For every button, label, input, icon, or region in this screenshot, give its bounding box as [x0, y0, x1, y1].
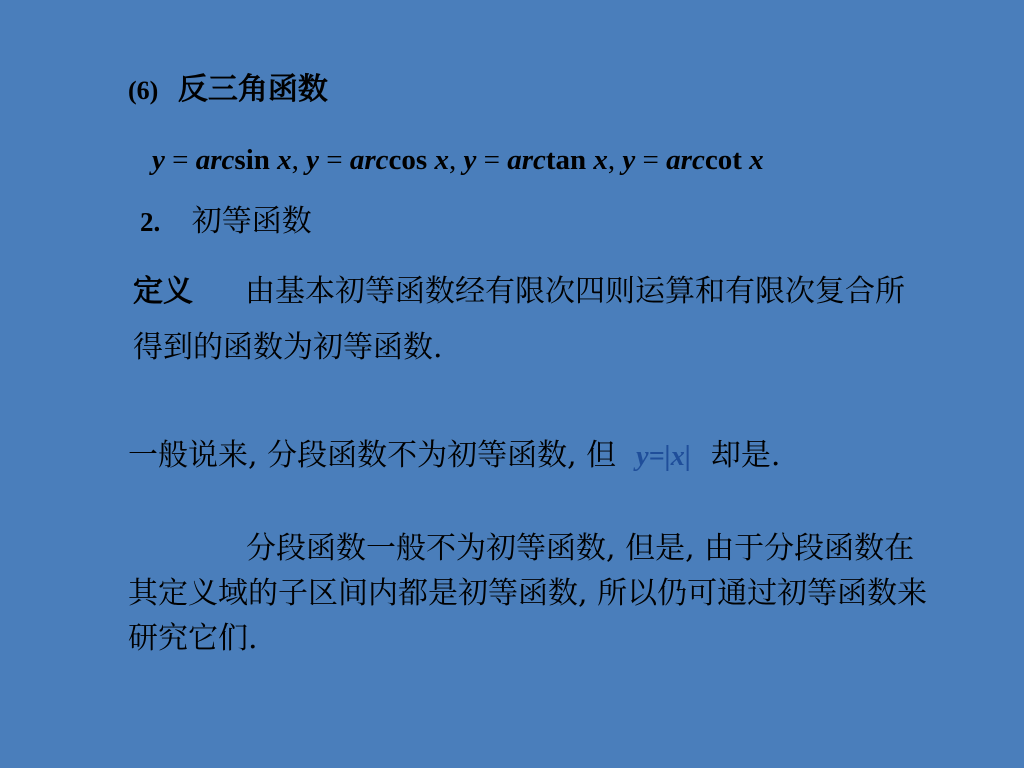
section-2-heading	[140, 200, 312, 244]
formula-arc: arc	[349, 144, 389, 176]
definition-block	[133, 264, 913, 376]
formula-equals: =	[483, 144, 500, 176]
formula-part-arctan	[463, 144, 622, 176]
formula-separator: ,	[607, 144, 616, 176]
section-6-title: 反三角函数	[177, 72, 328, 107]
paragraph-text: 分段函数一般不为初等函数, 但是, 由于分段函数在其定义域的子区间内都是初等函数, 所以仍可通过初等函数来研究它们.	[128, 531, 928, 656]
formula-function: cos	[388, 144, 428, 176]
explanation-paragraph	[128, 526, 928, 661]
formula-x: x	[434, 144, 449, 176]
formula-x: x	[593, 144, 608, 176]
formula-part-arcsin	[152, 144, 306, 176]
formula-arc: arc	[507, 144, 546, 176]
formula-function: sin	[234, 144, 270, 176]
formula-y: y	[463, 144, 477, 176]
formula-equals: =	[172, 144, 189, 176]
formula-function: cot	[704, 144, 742, 176]
piecewise-note	[128, 434, 780, 479]
formula-separator: ,	[448, 144, 457, 176]
formula-equals: =	[642, 144, 659, 176]
note-text-after: 却是.	[710, 438, 781, 473]
formula-y: y	[306, 144, 320, 176]
formula-separator: ,	[291, 144, 299, 176]
formula-y: y	[152, 144, 165, 176]
section-2-number: 2.	[140, 207, 161, 237]
definition-term: 定义	[133, 274, 193, 309]
definition-text: 由基本初等函数经有限次四则运算和有限次复合所得到的函数为初等函数.	[133, 274, 905, 365]
section-6-number: (6)	[128, 76, 159, 105]
formula-y: y	[622, 144, 636, 176]
formula-part-arccos	[306, 144, 463, 176]
formula-x: x	[277, 144, 292, 176]
note-text-before: 一般说来, 分段函数不为初等函数, 但	[128, 438, 617, 473]
formula-arc: arc	[666, 144, 705, 176]
formula-arc: arc	[195, 144, 235, 176]
formula-equals: =	[326, 144, 343, 176]
inverse-trig-formula	[152, 140, 764, 180]
section-6-heading	[128, 68, 328, 113]
section-2-title: 初等函数	[191, 204, 312, 239]
abs-formula: y=|x|	[636, 441, 691, 472]
formula-function: tan	[545, 144, 587, 176]
formula-x: x	[749, 144, 764, 176]
formula-part-arccot	[622, 144, 763, 176]
